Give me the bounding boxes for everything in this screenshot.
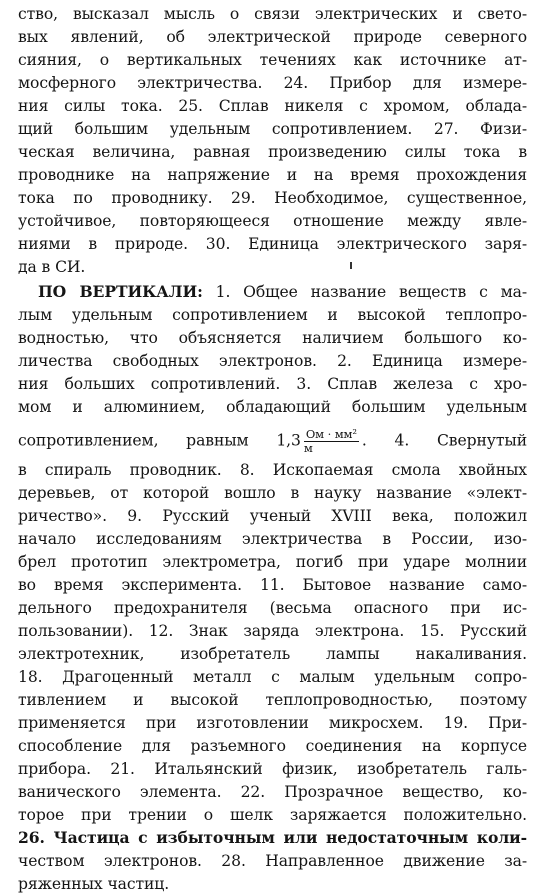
- text-line: в спираль проводник. 8. Ископаемая смола хвойных: [18, 461, 527, 479]
- text-line: ванического элемента. 22. Прозрачное вещество, ко-: [18, 783, 527, 801]
- text-line: тока по проводнику. 29. Необходимое, существенное,: [18, 189, 527, 207]
- formula-line: [18, 427, 527, 455]
- text-line: сияния, о вертикальных течениях как источнике ат-: [18, 51, 527, 69]
- text-line: пользовании). 12. Знак заряда электрона. 15. Русский: [18, 622, 527, 640]
- text-line: тивлением и высокой теплопроводностью, поэтому: [18, 691, 527, 709]
- text-line: ния силы тока. 25. Сплав никеля с хромом, облада-: [18, 97, 527, 115]
- vertical-heading: ПО ВЕРТИКАЛИ:: [38, 282, 203, 301]
- text-line: водностью, что объясняется наличием большого ко-: [18, 329, 527, 347]
- text-line: электротехник, изобретатель лампы накаливания.: [18, 645, 527, 663]
- text-line: ческая величина, равная произведению силы тока в: [18, 143, 527, 161]
- text-line: начало исследованиям электричества в России, изо-: [18, 530, 527, 548]
- text-line: применяется при изготовлении микросхем. 19. При-: [18, 714, 527, 732]
- text-line: личества свободных электронов. 2. Единица измере-: [18, 352, 527, 370]
- text-span: 1. Общее название веществ с ма-: [202, 283, 527, 301]
- text-span: сопротивлением, равным 1,3: [18, 431, 301, 450]
- text-line: проводнике на напряжение и на время прохождения: [18, 166, 527, 184]
- text-line: устойчивое, повторяющееся отношение между явле-: [18, 212, 527, 230]
- text-line: прибора. 21. Итальянский физик, изобретатель галь-: [18, 760, 527, 778]
- text-line: ниями в природе. 30. Единица электрического заря-: [18, 235, 527, 253]
- text-span: . 4. Свернутый: [361, 431, 527, 450]
- text-line: да в СИ.: [18, 258, 86, 276]
- text-line: ния больших сопротивлений. 3. Сплав железа с хро-: [18, 375, 527, 393]
- text-line: мом и алюминием, обладающий большим удельным: [18, 398, 527, 416]
- text-line: во время эксперимента. 11. Бытовое название само-: [18, 576, 527, 594]
- text-line: ство, высказал мысль о связи электрических и свето-: [18, 5, 527, 23]
- text-line: ричество». 9. Русский ученый XVIII века, положил: [18, 507, 527, 525]
- fraction-denominator: м: [303, 441, 313, 455]
- text-line: торое при трении о шелк заряжается положительно.: [18, 806, 527, 824]
- unit-fraction: [304, 428, 359, 455]
- print-mark: [350, 262, 352, 269]
- text-line: ряженных частиц.: [18, 875, 170, 893]
- text-line: мосферного электричества. 24. Прибор для измере-: [18, 74, 527, 92]
- text-line: 26. Частица с избыточным или недостаточным коли-: [18, 828, 527, 847]
- text-line: лым удельным сопротивлением и высокой теплопро-: [18, 306, 527, 324]
- text-line: деревьев, от которой вошло в науку название «элект-: [18, 484, 527, 502]
- text-line: чеством электронов. 28. Направленное движение за-: [18, 852, 527, 870]
- text-line: способление для разъемного соединения на корпусе: [18, 737, 527, 755]
- text-line: 18. Драгоценный металл с малым удельным сопро-: [18, 668, 527, 686]
- vertical-first-line: [38, 281, 527, 303]
- text-line: щий большим удельным сопротивлением. 27. Физи-: [18, 120, 527, 138]
- text-line: брел прототип электрометра, погиб при ударе молнии: [18, 553, 527, 571]
- fraction-numerator: Ом · мм²: [305, 427, 357, 441]
- text-line: вых явлений, об электрической природе северного: [18, 28, 527, 46]
- text-line: дельного предохранителя (весьма опасного при ис-: [18, 599, 527, 617]
